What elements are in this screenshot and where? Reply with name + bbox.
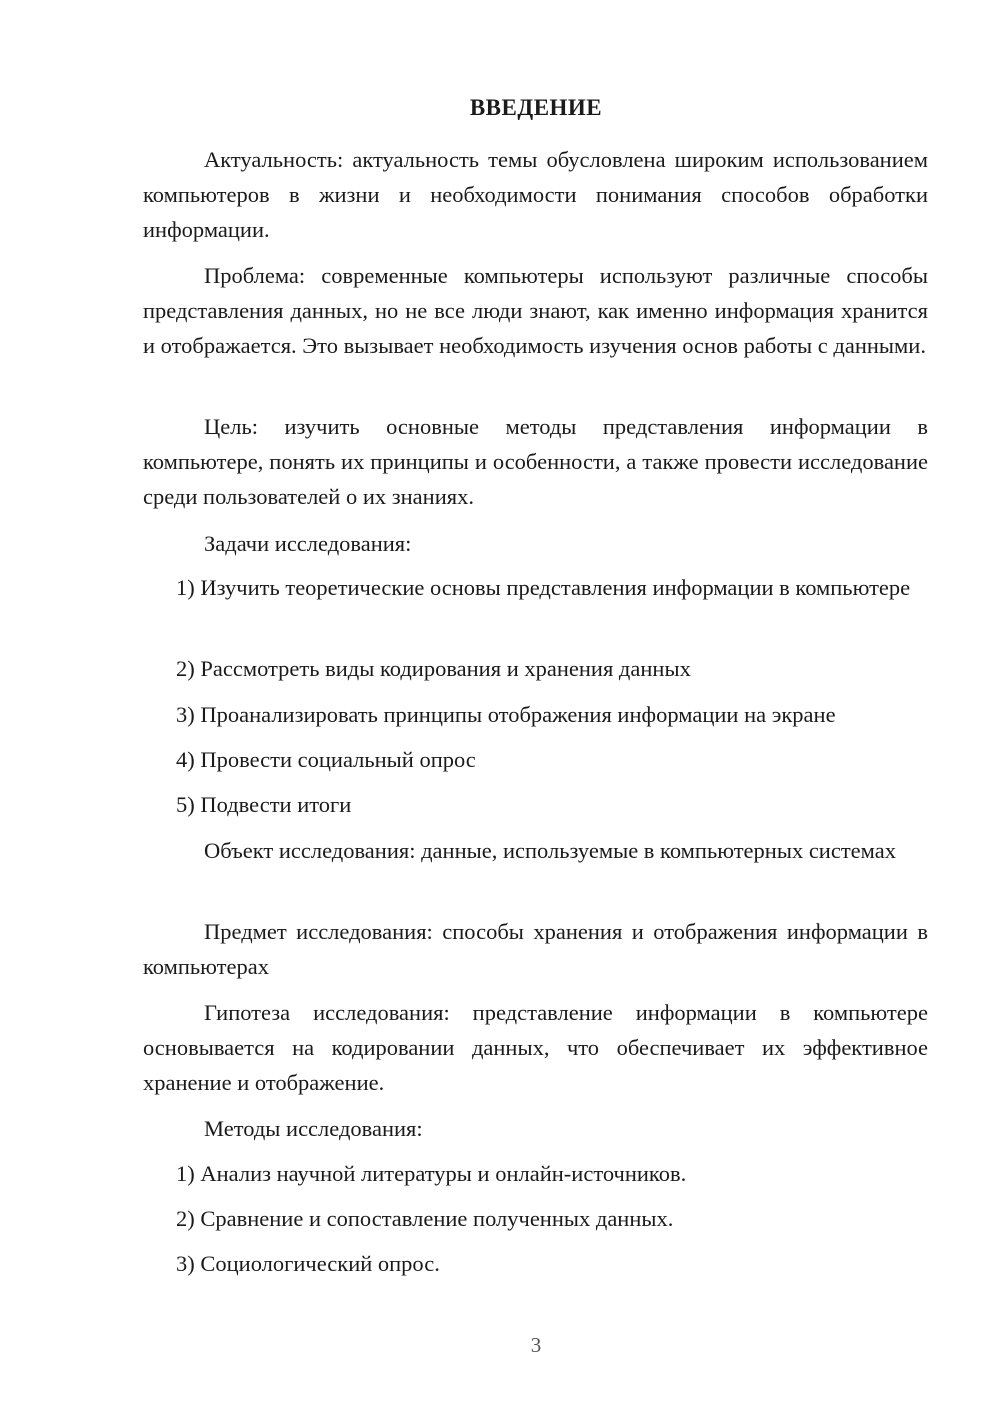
task-item-5: 5) Подвести итоги xyxy=(176,792,352,817)
paragraph-object: Объект исследования: данные, используемые в компьютерных системах xyxy=(204,838,896,863)
method-item-2: 2) Сравнение и сопоставление полученных данных. xyxy=(176,1206,674,1231)
paragraph-goal: Цель: изучить основные методы представления информации в компьютере, понять их принципы и особенности, а также провести исследование среди пользователей о их знаниях. xyxy=(143,414,928,509)
method-item-3: 3) Социологический опрос. xyxy=(176,1251,440,1276)
method-item-1: 1) Анализ научной литературы и онлайн-источников. xyxy=(176,1161,687,1186)
paragraph-subject: Предмет исследования: способы хранения и отображения информации в компьютерах xyxy=(143,919,928,979)
task-item-4: 4) Провести социальный опрос xyxy=(176,747,476,772)
task-item-3: 3) Проанализировать принципы отображения информации на экране xyxy=(176,702,836,727)
paragraph-tasks-heading: Задачи исследования: xyxy=(204,531,412,556)
section-title-text: ВВЕДЕНИЕ xyxy=(469,95,603,120)
paragraph-problem: Проблема: современные компьютеры используют различные способы представления данных, но не все люди знают, как именно информация хранится и отображается. Это вызывает необходимость изучения основ работы с данными. xyxy=(143,263,928,358)
page-number: 3 xyxy=(530,1333,542,1357)
task-item-2: 2) Рассмотреть виды кодирования и хранения данных xyxy=(176,656,691,681)
paragraph-hypothesis: Гипотеза исследования: представление информации в компьютере основывается на кодировании данных, что обеспечивает их эффективное хранение и отображение. xyxy=(143,1000,928,1095)
paragraph-methods-heading: Методы исследования: xyxy=(204,1116,423,1141)
section-title xyxy=(0,95,1000,121)
task-item-1: 1) Изучить теоретические основы представления информации в компьютере xyxy=(176,575,911,600)
paragraph-relevance: Актуальность: актуальность темы обусловлена широким использованием компьютеров в жизни и необходимости понимания способов обработки информации. xyxy=(143,147,928,242)
